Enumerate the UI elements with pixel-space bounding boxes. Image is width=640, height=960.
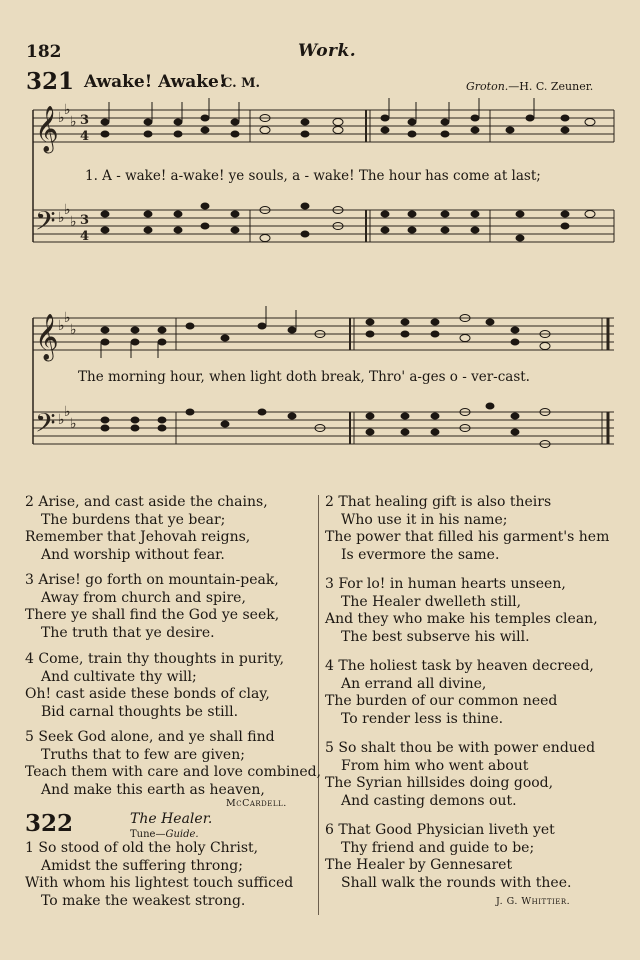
verse-line: 4 Come, train thy thoughts in purity,	[25, 651, 285, 667]
verse-line: Away from church and spire,	[41, 589, 246, 606]
page-number: 182	[26, 42, 62, 62]
svg-text:4: 4	[80, 129, 90, 144]
svg-text:4: 4	[80, 229, 90, 244]
verse-line: There ye shall find the God ye seek,	[25, 607, 280, 623]
verse-line: Bid carnal thoughts be still.	[41, 703, 239, 720]
hymn-322-tune	[130, 829, 199, 840]
svg-text:♭: ♭	[64, 202, 71, 218]
verse-line: From him who went about	[341, 757, 529, 774]
verse-line: 2 Arise, and cast aside the chains,	[25, 494, 268, 510]
verse-line: Who use it in his name;	[341, 511, 508, 528]
svg-text:𝄞: 𝄞	[35, 314, 59, 360]
hymn-321-meter: C. M.	[222, 76, 261, 91]
verse-line: An errand all divine,	[341, 675, 487, 692]
verse-line: Shall walk the rounds with thee.	[341, 874, 572, 891]
lyric-line-1: 1. A - wake! a-wake! ye souls, a - wake! The hour has come at last;	[85, 168, 541, 184]
svg-text:♭: ♭	[58, 318, 65, 334]
attribution-322: J. G. Whittier.	[496, 896, 571, 907]
verse-322-3	[325, 576, 598, 646]
svg-text:♭: ♭	[64, 310, 71, 326]
verse-line: Oh! cast aside these bonds of clay,	[25, 686, 270, 702]
verse-line: 3 Arise! go forth on mountain-peak,	[25, 572, 279, 588]
verse-321-3	[25, 572, 279, 642]
hymn-322-number: 322	[25, 810, 74, 837]
verse-line: The best subserve his will.	[341, 628, 530, 645]
svg-text:3: 3	[80, 213, 90, 228]
verse-line: To render less is thine.	[341, 710, 504, 727]
verse-line: Amidst the suffering throng;	[41, 857, 243, 874]
tune-label: Tune—	[130, 829, 166, 840]
lyric-line-2: The morning hour, when light doth break, Thro' a-ges o - ver-cast.	[78, 369, 530, 385]
svg-text:♭: ♭	[64, 404, 71, 420]
svg-text:♭: ♭	[58, 210, 65, 226]
verse-line: 5 Seek God alone, and ye shall find	[25, 729, 275, 745]
verse-line: And casting demons out.	[341, 792, 517, 809]
verse-line: The Healer by Gennesaret	[325, 857, 513, 873]
verse-322-4	[325, 658, 594, 728]
svg-text:𝄢: 𝄢	[35, 407, 56, 445]
verse-line: The burdens that ye bear;	[41, 511, 226, 528]
verse-line: Teach them with care and love combined,	[25, 764, 322, 780]
verse-line: 6 That Good Physician liveth yet	[325, 822, 555, 838]
tune-name: Groton.	[466, 80, 509, 93]
verse-322-1	[25, 840, 293, 910]
column-divider	[318, 495, 319, 915]
svg-text:3: 3	[80, 113, 90, 128]
verse-line: 1 So stood of old the holy Christ,	[25, 840, 259, 856]
verse-line: The truth that ye desire.	[41, 624, 215, 641]
svg-text:♭: ♭	[70, 214, 77, 230]
svg-text:♭: ♭	[70, 114, 77, 130]
verse-line: 4 The holiest task by heaven decreed,	[325, 658, 594, 674]
svg-text:𝄢: 𝄢	[35, 205, 56, 243]
verse-line: 2 That healing gift is also theirs	[325, 494, 552, 510]
verse-line: To make the weakest strong.	[41, 892, 246, 909]
attribution-321: McCardell.	[226, 798, 287, 809]
verse-322-2	[325, 494, 609, 564]
verse-line: The Healer dwelleth still,	[341, 593, 522, 610]
hymn-321-title: Awake! Awake!	[84, 72, 227, 92]
svg-text:♭: ♭	[70, 322, 77, 338]
svg-text:𝄞: 𝄞	[35, 106, 59, 152]
verse-321-5	[25, 729, 321, 799]
svg-text:♭: ♭	[58, 110, 65, 126]
verse-321-4	[25, 651, 284, 721]
verse-line: The power that filled his garment's hem	[325, 529, 610, 545]
verse-line: 5 So shalt thou be with power endued	[325, 740, 596, 756]
verse-line: The Syrian hillsides doing good,	[325, 775, 554, 791]
verse-321-2	[25, 494, 268, 564]
svg-text:♭: ♭	[70, 416, 77, 432]
hymn-321-number: 321	[26, 68, 75, 95]
composer: —H. C. Zeuner.	[508, 80, 594, 93]
hymn-322-title: The Healer.	[130, 811, 213, 827]
verse-line: And worship without fear.	[41, 546, 225, 563]
verse-line: 3 For lo! in human hearts unseen,	[325, 576, 566, 592]
verse-322-5	[325, 740, 595, 810]
verse-line: And they who make his temples clean,	[325, 611, 598, 627]
verse-line: And cultivate thy will;	[41, 668, 197, 685]
verse-line: And make this earth as heaven,	[41, 781, 265, 798]
verse-line: Remember that Jehovah reigns,	[25, 529, 251, 545]
verse-line: Thy friend and guide to be;	[341, 839, 535, 856]
section-title: Work.	[298, 41, 357, 61]
svg-text:♭: ♭	[58, 412, 65, 428]
verse-line: Truths that to few are given;	[41, 746, 245, 763]
verse-322-6	[325, 822, 571, 892]
svg-text:♭: ♭	[64, 102, 71, 118]
verse-line: With whom his lightest touch sufficed	[25, 875, 294, 891]
tune-name: Guide.	[165, 829, 199, 840]
verse-line: The burden of our common need	[325, 693, 558, 709]
verse-line: Is evermore the same.	[341, 546, 500, 563]
